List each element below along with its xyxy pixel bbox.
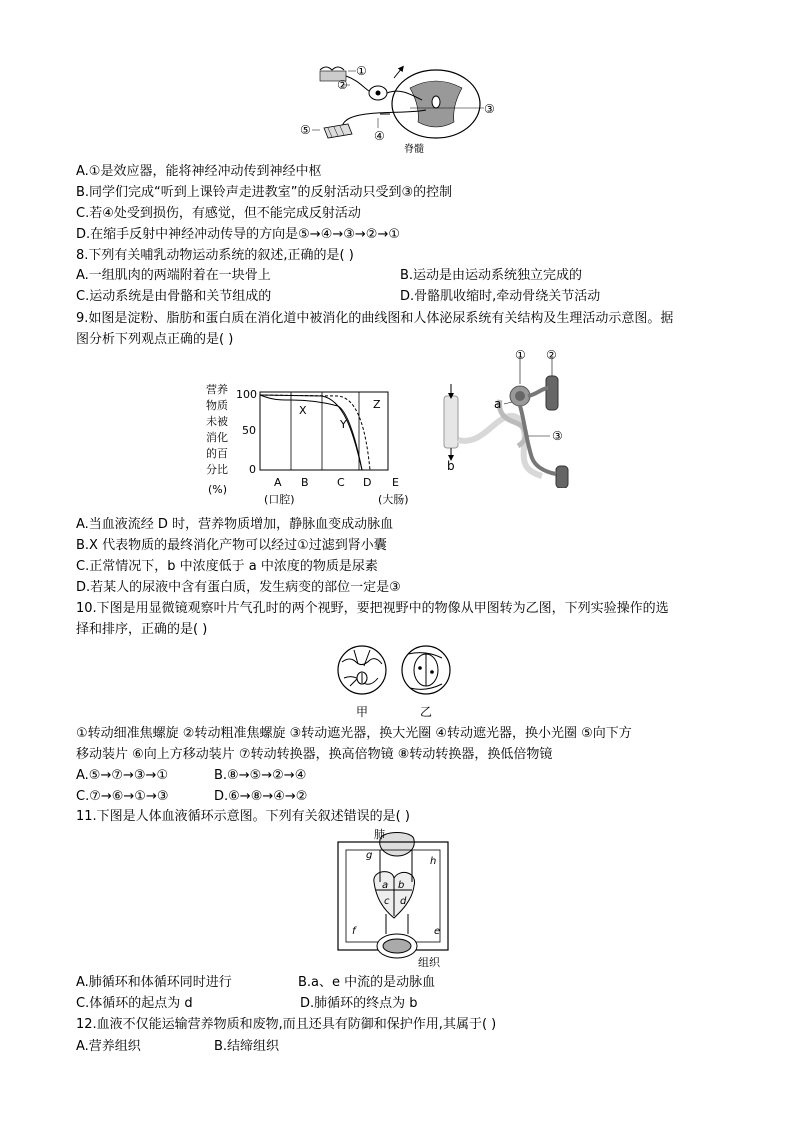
chart-ylabel-5: 的百 [206, 447, 228, 460]
fig11-letter-b: b [398, 880, 405, 891]
chart-ylabel-2: 物质 [206, 399, 228, 412]
nephron-label-1: ① [515, 348, 526, 362]
fig10-label-jia: 甲 [356, 705, 369, 719]
chart-xtick-c: C [337, 476, 345, 489]
chart-xnote-right: (大肠) [378, 493, 409, 506]
q9-option-c: C.正常情况下，b 中浓度低于 a 中浓度的物质是尿素 [76, 559, 378, 574]
q9-stem-1: 9.如图是淀粉、脂肪和蛋白质在消化道中被消化的曲线图和人体泌尿系统有关结构及生理活动示意图。据 [76, 311, 674, 326]
q12-option-a: A.营养组织 [76, 1039, 141, 1054]
fig7-label-3: ③ [484, 102, 495, 116]
q9-stem-2: 图分析下列观点正确的是( ) [76, 332, 234, 347]
nephron-label-2: ② [546, 348, 557, 362]
chart-xtick-d: D [363, 476, 372, 489]
chart-xtick-b: B [301, 476, 309, 489]
chart-xnote-left: (口腔) [264, 493, 295, 506]
q8-option-d: D.骨骼肌收缩时,牵动骨绕关节活动 [400, 289, 601, 304]
fig10-label-yi: 乙 [420, 705, 433, 719]
q10-stem-2: 择和排序，正确的是( ) [76, 622, 208, 637]
circulation-figure [332, 826, 462, 968]
fig11-letter-f: f [352, 926, 356, 937]
q8-option-a: A.一组肌肉的两端附着在一块骨上 [76, 268, 271, 283]
fig7-label-2: ② [337, 78, 348, 92]
chart-yunit: (%) [208, 483, 228, 496]
nephron-label-3: ③ [552, 429, 563, 443]
microscope-fields-figure [334, 640, 460, 722]
fig11-letter-c: c [384, 896, 390, 907]
q7-option-a: A.①是效应器，能将神经冲动传到神经中枢 [76, 164, 322, 179]
q10-option-b: B.⑧→⑤→②→④ [214, 768, 307, 783]
fig11-label-lung: 肺 [374, 828, 385, 841]
q10-option-d: D.⑥→⑧→④→② [214, 789, 308, 804]
q9-option-a: A.当血液流经 D 时，营养物质增加，静脉血变成动脉血 [76, 517, 394, 532]
q7-option-d: D.在缩手反射中神经冲动传导的方向是⑤→④→③→②→① [76, 227, 400, 242]
q11-option-c: C.体循环的起点为 d [76, 996, 193, 1011]
q10-steps-2: 移动装片 ⑥向上方移动装片 ⑦转动转换器，换高倍物镜 ⑧转动转换器，换低倍物镜 [76, 747, 553, 762]
q10-steps-1: ①转动细准焦螺旋 ②转动粗准焦螺旋 ③转动遮光器，换大光圈 ④转动遮光器，换小光圈 ⑤向下方 [76, 726, 632, 741]
q10-option-a: A.⑤→⑦→③→① [76, 768, 169, 783]
chart-ylabel-6: 分比 [206, 463, 228, 476]
chart-xtick-a: A [274, 476, 282, 489]
q10-stem-1: 10.下图是用显微镜观察叶片气孔时的两个视野，要把视野中的物像从甲图转为乙图，下列实验操作的选 [76, 601, 669, 616]
q12-stem: 12.血液不仅能运输营养物质和废物,而且还具有防御和保护作用,其属于( ) [76, 1017, 497, 1032]
q11-option-a: A.肺循环和体循环同时进行 [76, 975, 232, 990]
chart-ytick-0: 0 [249, 463, 256, 476]
fig7-label-1: ① [356, 64, 367, 78]
chart-ytick-100: 100 [236, 388, 257, 401]
q8-stem: 8.下列有关哺乳动物运动系统的叙述,正确的是( ) [76, 248, 354, 263]
chart-xtick-e: E [392, 476, 399, 489]
fig7-label-5: ⑤ [300, 123, 311, 137]
q7-option-c: C.若④处受到损伤，有感觉，但不能完成反射活动 [76, 206, 361, 221]
fig11-letter-g: g [366, 850, 373, 861]
q8-option-b: B.运动是由运动系统独立完成的 [400, 268, 583, 283]
fig7-label-4: ④ [374, 129, 385, 143]
chart-ylabel-1: 营养 [206, 383, 228, 396]
q9-option-d: D.若某人的尿液中含有蛋白质，发生病变的部位一定是③ [76, 580, 401, 595]
chart-curve-z: Z [373, 398, 381, 411]
q8-option-c: C.运动系统是由骨骼和关节组成的 [76, 289, 272, 304]
fig11-letter-h: h [430, 856, 437, 867]
chart-ytick-50: 50 [242, 424, 256, 437]
q10-option-c: C.⑦→⑥→①→③ [76, 789, 169, 804]
fig11-letter-d: d [400, 896, 407, 907]
nephron-figure [432, 348, 592, 488]
fig11-label-tissue: 组织 [418, 956, 440, 968]
nephron-label-a: a [494, 397, 502, 411]
q7-option-b: B.同学们完成“听到上课铃声走进教室”的反射活动只受到③的控制 [76, 185, 453, 200]
chart-ylabel-4: 消化 [206, 431, 228, 444]
fig7-caption: 脊髓 [404, 144, 424, 155]
chart-curve-y: Y [340, 418, 347, 431]
q11-option-d: D.肺循环的终点为 b [300, 996, 418, 1011]
chart-curve-x: X [299, 404, 307, 417]
chart-ylabel-3: 未被 [206, 415, 228, 428]
q11-stem: 11.下图是人体血液循环示意图。下列有关叙述错误的是( ) [76, 809, 410, 824]
nephron-label-b: b [447, 459, 455, 473]
q11-option-b: B.a、e 中流的是动脉血 [298, 975, 436, 990]
reflex-arc-figure [298, 58, 504, 160]
q9-option-b: B.X 代表物质的最终消化产物可以经过①过滤到肾小囊 [76, 538, 387, 553]
digestion-chart [198, 350, 423, 510]
q12-option-b: B.结缔组织 [214, 1039, 280, 1054]
fig11-letter-e: e [434, 926, 441, 937]
fig11-letter-a: a [382, 880, 389, 891]
